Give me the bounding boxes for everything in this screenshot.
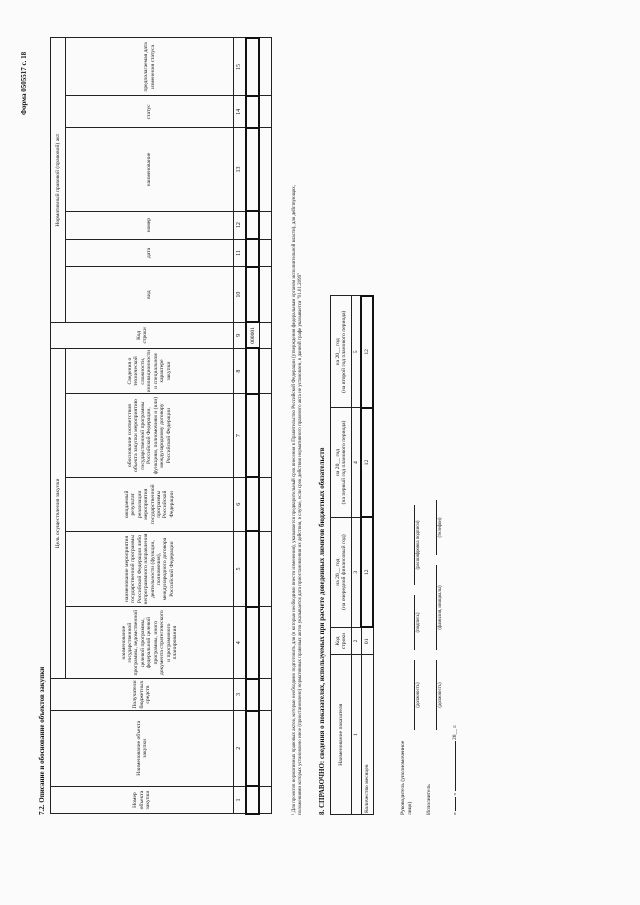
cell-input[interactable]	[246, 267, 259, 323]
header-indicator-name: Наименование показателя	[331, 655, 352, 815]
cell-input[interactable]	[246, 239, 259, 267]
header-recipients: Получатели бюджетных средств	[51, 679, 234, 711]
header-act-number: номер	[66, 211, 234, 239]
row-year-3-value[interactable]: 12	[361, 296, 373, 408]
date-quote-open: «	[452, 812, 458, 815]
cell-input[interactable]	[246, 679, 259, 711]
section-8-title: 8. СПРАВОЧНО: сведения о показателях, используемых при расчете доведенных лимитов бюджетных обязательств	[318, 447, 326, 815]
header-year-3	[331, 296, 352, 408]
col-number: 15	[234, 38, 247, 96]
reference-table	[330, 295, 374, 815]
row-code: 01	[361, 627, 373, 655]
header-row-code: Код строки	[331, 627, 352, 655]
cell-input[interactable]	[259, 711, 272, 787]
col-number: 4	[234, 607, 247, 679]
cell-input[interactable]	[246, 786, 259, 814]
cell-input[interactable]	[259, 267, 272, 323]
header-act-date: дата	[66, 239, 234, 267]
col-number: 2	[352, 627, 362, 655]
cell-input[interactable]	[259, 394, 272, 478]
cell-input[interactable]	[259, 96, 272, 128]
col-number: 5	[352, 296, 362, 408]
header-row-code: Код строки	[51, 322, 234, 348]
col-number: 9	[234, 322, 247, 348]
cell-input[interactable]	[259, 786, 272, 814]
header-object-name: Наименование объекта закупки	[51, 711, 234, 787]
head-decoding-line[interactable]: (расшифровка подписи)	[414, 505, 422, 585]
head-position-line[interactable]: (должность)	[414, 660, 422, 730]
header-year-2	[331, 408, 352, 518]
col-number: 13	[234, 128, 247, 211]
cell-input[interactable]	[246, 607, 259, 679]
header-activity-name: наименование мероприятия государственной программы Российской Федерации либо непрограммного направления деятельности (функции, полномочия), международного договора Российской Федерации	[66, 531, 234, 607]
executor-position-line[interactable]: (должность)	[436, 660, 444, 730]
objects-table	[50, 37, 272, 815]
cell-input[interactable]	[259, 348, 272, 393]
cell-input[interactable]	[259, 531, 272, 607]
cell-input[interactable]	[246, 711, 259, 787]
col-number: 11	[234, 239, 247, 267]
header-year-1	[331, 517, 352, 627]
col-number: 1	[234, 786, 247, 814]
head-label: Руководитель (уполномоченное лицо)	[400, 740, 413, 815]
header-act-name: наименование	[66, 128, 234, 211]
header-legal-act-group: Нормативный правовой (правовой) акт	[51, 38, 66, 322]
executor-fio-line[interactable]: (фамилия, инициалы)	[436, 565, 444, 650]
col-number: 6	[234, 477, 247, 531]
cell-input[interactable]	[259, 477, 272, 531]
head-signature-line[interactable]: (подпись)	[414, 595, 422, 650]
col-number: 10	[234, 267, 247, 323]
col-number: 1	[352, 655, 362, 815]
header-act-type: вид	[66, 267, 234, 323]
col-number: 2	[234, 711, 247, 787]
cell-input[interactable]	[246, 96, 259, 128]
executor-phone-line[interactable]: (телефон)	[436, 500, 444, 555]
row-code-cell: 000001	[246, 322, 259, 348]
date-row	[452, 725, 459, 815]
header-justification: обоснование соответствия объекта закупки мероприятию государственной программы Российской Федерации, функциям, полномочиям и (или) международному договору Российской Федерации	[66, 394, 234, 478]
col-number: 4	[352, 408, 362, 518]
year-2-sub: (на первый год планового периода)	[341, 420, 347, 505]
cell-input[interactable]	[259, 322, 272, 348]
row-year-2-value[interactable]: 12	[361, 408, 373, 518]
col-number: 14	[234, 96, 247, 128]
year-3-label: на 20__ год	[334, 338, 341, 366]
date-month-field[interactable]	[455, 741, 456, 791]
cell-input[interactable]	[246, 128, 259, 211]
col-number: 3	[234, 679, 247, 711]
cell-input[interactable]	[259, 679, 272, 711]
year-1-sub: (на очередной финансовый год)	[341, 534, 347, 610]
cell-input[interactable]	[259, 607, 272, 679]
cell-input[interactable]	[246, 348, 259, 393]
year-2-label: на 20__ год	[334, 448, 341, 477]
cell-input[interactable]	[259, 239, 272, 267]
col-number: 12	[234, 211, 247, 239]
year-1-label: на 20__ год	[334, 558, 341, 586]
col-number: 8	[234, 348, 247, 393]
cell-input[interactable]	[246, 394, 259, 478]
row-year-1-value[interactable]: 12	[361, 517, 373, 627]
header-technical-complexity: Сведения о технической сложности, инновационности и специальном характере закупки	[66, 348, 234, 393]
cell-input[interactable]	[246, 38, 259, 96]
section-7-2-title: 7.2. Описание и обоснование объектов закупки	[38, 666, 46, 815]
year-3-sub: (на второй год планового периода)	[341, 310, 347, 394]
header-act-status: статус	[66, 96, 234, 128]
header-purpose-group: Цель осуществления закупки	[51, 348, 66, 678]
date-year: 20__ г.	[452, 724, 458, 740]
footnote: ¹ Для проектов нормативных правовых актов, которые необходимо подготовить для (в которые необходимо внести изменения), указывается предварительный срок внесения в Правительство Российской Федерации (утверждения федеральным органом исполнительной власти), для действующих, положениями которых установлено иное (приостановлено) нормативных правовых актов указывается дата приостановления их действия, в случае, если срок действия нормативного правового акта не установлен, в данной графе указывается "01.01.2099"	[292, 185, 304, 815]
col-number: 3	[352, 517, 362, 627]
header-program-name: наименование государственной программы, ведомственной целевой программы, федеральной целевой программы, иного документа стратегического и программного планирования	[66, 607, 234, 679]
executor-label: Исполнитель	[426, 784, 432, 815]
col-number: 5	[234, 531, 247, 607]
cell-input[interactable]	[246, 477, 259, 531]
date-quote-close: »	[452, 792, 458, 796]
cell-input[interactable]	[246, 211, 259, 239]
cell-input[interactable]	[259, 128, 272, 211]
header-status-change-date: предполагаемая дата изменения статуса	[66, 38, 234, 96]
cell-input[interactable]	[259, 38, 272, 96]
col-number: 7	[234, 394, 247, 478]
header-expected-result: ожидаемый результат реализации мероприятия государственной программы Российской Федерации	[66, 477, 234, 531]
row-name: Количество месяцев	[361, 655, 373, 815]
header-object-number: Номер объекта закупки	[51, 786, 234, 814]
form-id: Форма 0505517 с. 18	[20, 51, 28, 115]
cell-input[interactable]	[259, 211, 272, 239]
date-day-field[interactable]	[455, 797, 456, 811]
cell-input[interactable]	[246, 531, 259, 607]
